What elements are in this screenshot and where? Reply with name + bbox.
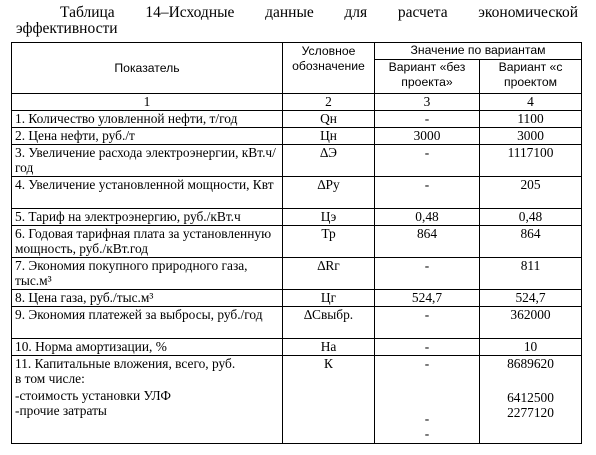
row-value-with-project: 0,48: [480, 209, 582, 226]
table-row: [12, 128, 582, 145]
col-number: 3: [375, 94, 480, 111]
table-row: [12, 258, 582, 290]
value-item: -: [424, 426, 430, 441]
row-symbol: Цг: [283, 290, 375, 307]
row-label: 8. Цена газа, руб./тыс.м³: [12, 290, 283, 307]
row-value-without-project: 864: [375, 226, 480, 258]
row-value-without-project: -: [375, 258, 480, 290]
row-value-with-project: 864: [480, 226, 582, 258]
row-value-with-project: 3000: [480, 128, 582, 145]
header-symbol: Условное обозначение: [283, 43, 375, 94]
table-row: [12, 290, 582, 307]
row-value-without-project: -: [375, 307, 480, 339]
value-item: 2277120: [507, 405, 554, 420]
row-value-without-project: -: [375, 339, 480, 356]
table-row: [12, 145, 582, 177]
row-label: 5. Тариф на электроэнергию, руб./кВт.ч: [12, 209, 283, 226]
row-value-with-project: 1100: [480, 111, 582, 128]
header-indicator: Показатель: [12, 43, 283, 94]
table-row: [12, 209, 582, 226]
row-value-with-project: 524,7: [480, 290, 582, 307]
row-symbol: ∆Свыбр.: [283, 307, 375, 339]
row-value-with-project: 811: [480, 258, 582, 290]
caption-line-2: эффективности: [16, 20, 118, 37]
header-variant-without-project: Вариант «без проекта»: [375, 60, 480, 94]
value-item: 6412500: [507, 390, 554, 405]
col-number: 4: [480, 94, 582, 111]
col-number: 2: [283, 94, 375, 111]
row-value-with-project: [480, 356, 582, 444]
header-values: Значение по вариантам: [375, 43, 582, 60]
table-row: [12, 226, 582, 258]
row-value-with-project: 1117100: [480, 145, 582, 177]
table-row: [12, 177, 582, 209]
row-label: 6. Годовая тарифная плата за установленную мощность, руб./кВт.год: [12, 226, 283, 258]
row-symbol: На: [283, 339, 375, 356]
row-label: 7. Экономия покупного природного газа, тыс.м³: [12, 258, 283, 290]
row-label: 4. Увеличение установленной мощности, Квт: [12, 177, 283, 209]
row11-title: 11. Капитальные вложения, всего, руб.: [15, 356, 236, 371]
row-value-with-project: 362000: [480, 307, 582, 339]
row-symbol: ∆Э: [283, 145, 375, 177]
row-label: 2. Цена нефти, руб./т: [12, 128, 283, 145]
row11-subtitle: в том числе:: [15, 371, 85, 386]
row-value-without-project: -: [375, 145, 480, 177]
row-label: 10. Норма амортизации, %: [12, 339, 283, 356]
row-value-without-project: 524,7: [375, 290, 480, 307]
table-caption: [16, 5, 578, 37]
row-symbol: Тр: [283, 226, 375, 258]
caption-line-1: Таблица 14–Исходные данные для расчета экономической: [60, 4, 578, 21]
source-data-table: [11, 42, 582, 444]
row-value-without-project: [375, 356, 480, 444]
row-symbol: Цн: [283, 128, 375, 145]
row11-item-label: прочие затраты: [19, 403, 107, 418]
row-label: 1. Количество уловленной нефти, т/год: [12, 111, 283, 128]
table-row: [12, 339, 582, 356]
list-dash: -: [15, 388, 20, 403]
header-variant-with-project: Вариант «с проектом: [480, 60, 582, 94]
row-value-with-project: 10: [480, 339, 582, 356]
table-row: [12, 307, 582, 339]
row-symbol: К: [283, 356, 375, 444]
row11-item: [15, 403, 279, 418]
row-value-without-project: -: [375, 111, 480, 128]
row-value-without-project: 0,48: [375, 209, 480, 226]
row-label: 9. Экономия платежей за выбросы, руб./год: [12, 307, 283, 339]
row-symbol: Qн: [283, 111, 375, 128]
row-symbol: ∆Rг: [283, 258, 375, 290]
row-value-without-project: 3000: [375, 128, 480, 145]
row11-item: [15, 388, 279, 403]
row-value-with-project: 205: [480, 177, 582, 209]
row-symbol: Цэ: [283, 209, 375, 226]
table-row: [12, 111, 582, 128]
row-value-without-project: -: [375, 177, 480, 209]
list-dash: -: [15, 403, 20, 418]
row-label: 3. Увеличение расхода электроэнергии, кВт.ч/год: [12, 145, 283, 177]
table-row-capital-investment: [12, 356, 582, 444]
row-symbol: ∆Ру: [283, 177, 375, 209]
value-item: -: [424, 411, 430, 426]
value-total: 8689620: [507, 356, 554, 371]
value-total: -: [424, 356, 430, 371]
row-label: [12, 356, 283, 444]
row11-item-label: стоимость установки УЛФ: [19, 388, 171, 403]
col-number: 1: [12, 94, 283, 111]
